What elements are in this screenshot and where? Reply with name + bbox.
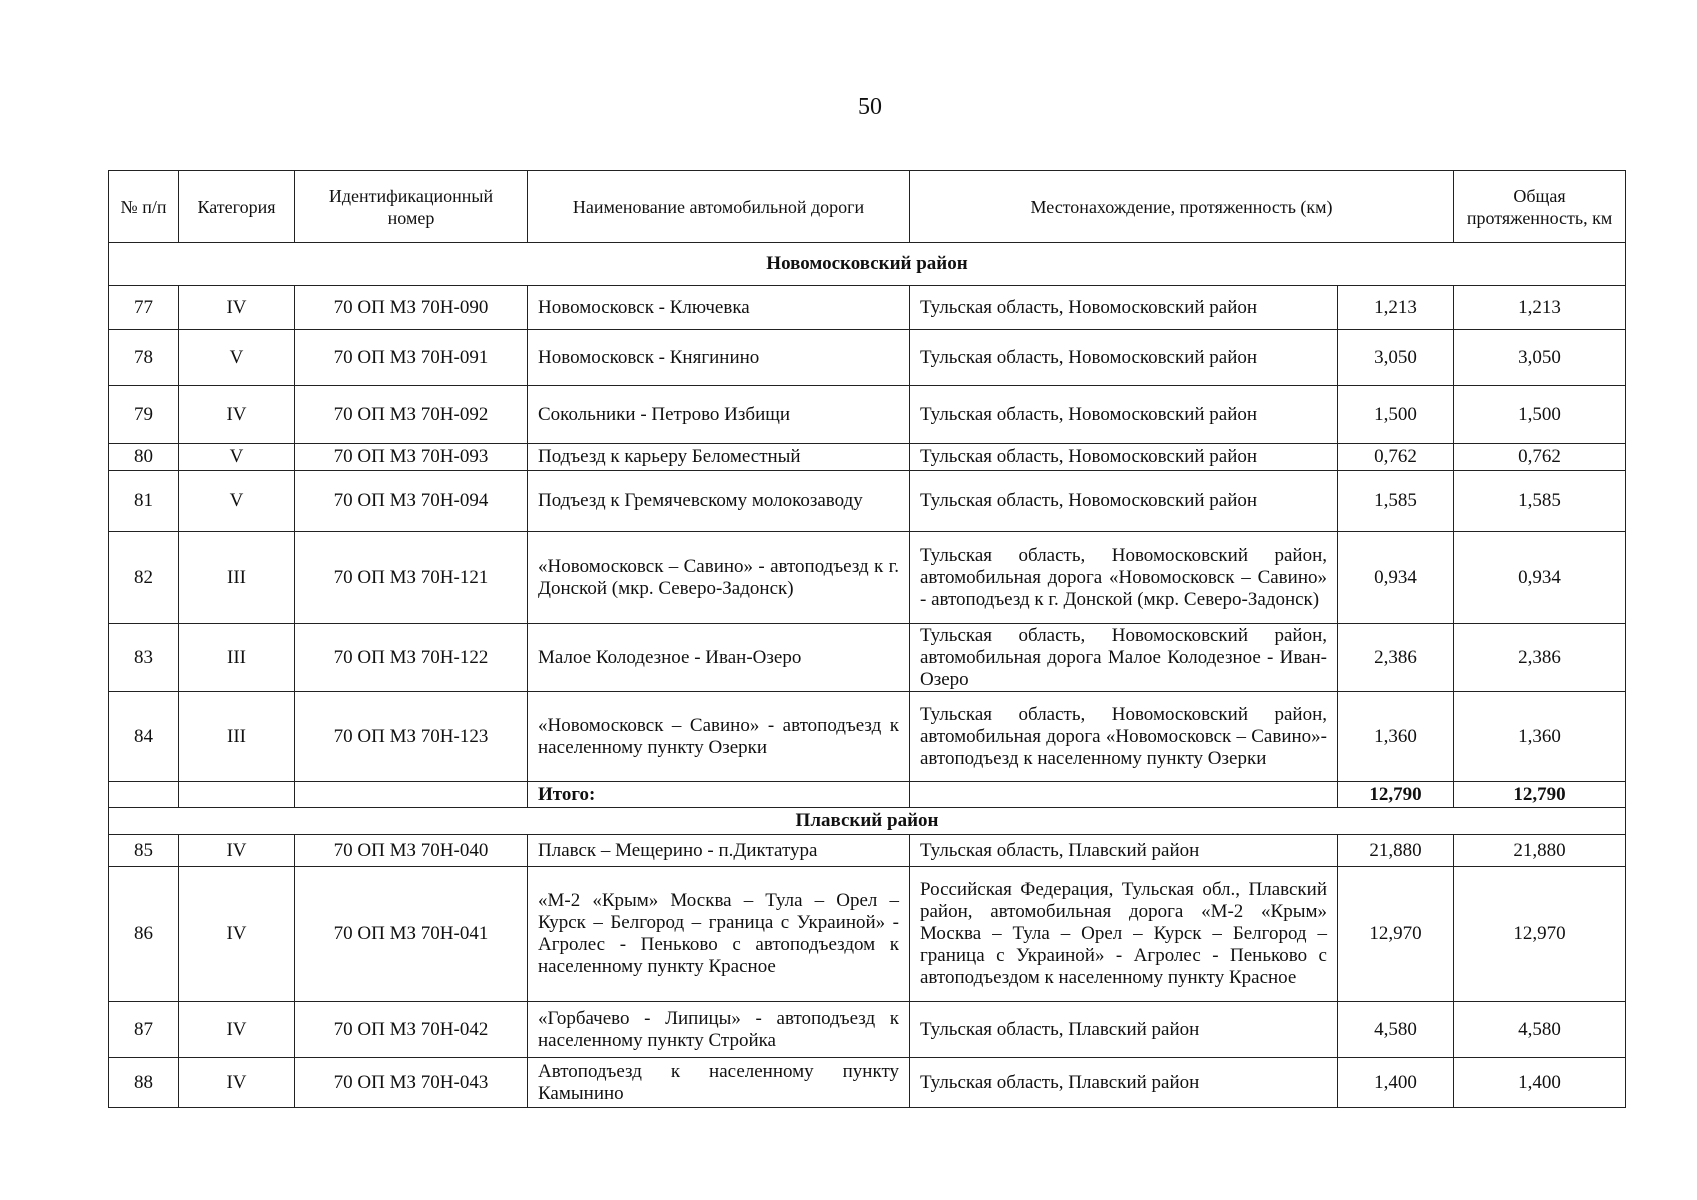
row-id: 70 ОП МЗ 70Н-123	[295, 692, 528, 782]
col-header-id: Идентификационный номер	[295, 171, 528, 243]
table-row	[109, 286, 1626, 330]
row-category: III	[179, 692, 295, 782]
total-row	[109, 782, 1626, 808]
row-location: Тульская область, Новомосковский район	[910, 444, 1338, 471]
row-id: 70 ОП МЗ 70Н-041	[295, 867, 528, 1002]
col-header-name: Наименование автомобильной дороги	[528, 171, 910, 243]
section-row	[109, 243, 1626, 286]
row-name: «Новомосковск – Савино» - автоподъезд к населенному пункту Озерки	[528, 692, 910, 782]
row-name: «Горбачево - Липицы» - автоподъезд к населенному пункту Стройка	[528, 1002, 910, 1058]
row-id: 70 ОП МЗ 70Н-094	[295, 471, 528, 532]
total-empty	[109, 782, 179, 808]
row-category: IV	[179, 1002, 295, 1058]
row-total: 21,880	[1454, 835, 1626, 867]
row-name: Малое Колодезное - Иван-Озеро	[528, 624, 910, 692]
row-name: Подъезд к Гремячевскому молокозаводу	[528, 471, 910, 532]
row-total: 2,386	[1454, 624, 1626, 692]
col-header-total: Общая протяженность, км	[1454, 171, 1626, 243]
row-name: Сокольники - Петрово Избищи	[528, 386, 910, 444]
row-length: 21,880	[1338, 835, 1454, 867]
row-category: IV	[179, 286, 295, 330]
row-id: 70 ОП МЗ 70Н-093	[295, 444, 528, 471]
row-length: 3,050	[1338, 330, 1454, 386]
row-id: 70 ОП МЗ 70Н-121	[295, 532, 528, 624]
table-row	[109, 532, 1626, 624]
row-category: III	[179, 532, 295, 624]
row-length: 0,934	[1338, 532, 1454, 624]
col-header-location: Местонахождение, протяженность (км)	[910, 171, 1454, 243]
row-id: 70 ОП МЗ 70Н-091	[295, 330, 528, 386]
row-id: 70 ОП МЗ 70Н-042	[295, 1002, 528, 1058]
row-length: 4,580	[1338, 1002, 1454, 1058]
row-num: 83	[109, 624, 179, 692]
row-length: 1,213	[1338, 286, 1454, 330]
row-total: 12,970	[1454, 867, 1626, 1002]
row-num: 84	[109, 692, 179, 782]
row-location: Тульская область, Новомосковский район, автомобильная дорога Малое Колодезное - Иван-Озеро	[910, 624, 1338, 692]
row-length: 2,386	[1338, 624, 1454, 692]
row-num: 79	[109, 386, 179, 444]
table-row	[109, 386, 1626, 444]
row-name: Плавск – Мещерино - п.Диктатура	[528, 835, 910, 867]
row-location: Тульская область, Плавский район	[910, 1058, 1338, 1108]
row-category: V	[179, 444, 295, 471]
row-length: 1,400	[1338, 1058, 1454, 1108]
row-location: Тульская область, Новомосковский район	[910, 286, 1338, 330]
row-location: Тульская область, Плавский район	[910, 1002, 1338, 1058]
row-num: 81	[109, 471, 179, 532]
section-row	[109, 808, 1626, 835]
row-category: V	[179, 471, 295, 532]
row-location: Тульская область, Новомосковский район	[910, 330, 1338, 386]
row-category: V	[179, 330, 295, 386]
table-row	[109, 867, 1626, 1002]
row-total: 1,360	[1454, 692, 1626, 782]
total-total: 12,790	[1454, 782, 1626, 808]
row-total: 1,585	[1454, 471, 1626, 532]
row-category: III	[179, 624, 295, 692]
row-total: 1,213	[1454, 286, 1626, 330]
row-num: 77	[109, 286, 179, 330]
row-category: IV	[179, 1058, 295, 1108]
total-empty	[295, 782, 528, 808]
row-length: 12,970	[1338, 867, 1454, 1002]
total-length: 12,790	[1338, 782, 1454, 808]
row-name: Подъезд к карьеру Беломестный	[528, 444, 910, 471]
row-location: Российская Федерация, Тульская обл., Плавский район, автомобильная дорога «М-2 «Крым» Москва – Тула – Орел – Курск – Белгород – граница с Украиной» - Агролес - Пеньково с автоподъездом к населенному пункту Красное	[910, 867, 1338, 1002]
row-name: «Новомосковск – Савино» - автоподъезд к г. Донской (мкр. Северо-Задонск)	[528, 532, 910, 624]
row-length: 1,585	[1338, 471, 1454, 532]
roads-table	[108, 170, 1626, 1108]
row-total: 3,050	[1454, 330, 1626, 386]
table-row	[109, 692, 1626, 782]
section-title: Плавский район	[109, 808, 1626, 835]
total-label: Итого:	[528, 782, 910, 808]
row-num: 87	[109, 1002, 179, 1058]
row-num: 85	[109, 835, 179, 867]
row-num: 80	[109, 444, 179, 471]
row-length: 0,762	[1338, 444, 1454, 471]
table-row	[109, 624, 1626, 692]
row-name: Новомосковск - Ключевка	[528, 286, 910, 330]
col-header-category: Категория	[179, 171, 295, 243]
row-id: 70 ОП МЗ 70Н-122	[295, 624, 528, 692]
row-num: 88	[109, 1058, 179, 1108]
row-location: Тульская область, Плавский район	[910, 835, 1338, 867]
row-length: 1,500	[1338, 386, 1454, 444]
row-id: 70 ОП МЗ 70Н-090	[295, 286, 528, 330]
row-num: 82	[109, 532, 179, 624]
row-location: Тульская область, Новомосковский район	[910, 386, 1338, 444]
table-row	[109, 835, 1626, 867]
table-row	[109, 1002, 1626, 1058]
row-name: Новомосковск - Княгинино	[528, 330, 910, 386]
table-row	[109, 1058, 1626, 1108]
row-category: IV	[179, 835, 295, 867]
row-category: IV	[179, 867, 295, 1002]
row-location: Тульская область, Новомосковский район, автомобильная дорога «Новомосковск – Савино» - автоподъезд к г. Донской (мкр. Северо-Задонск)	[910, 532, 1338, 624]
total-empty	[910, 782, 1338, 808]
section-title: Новомосковский район	[109, 243, 1626, 286]
row-location: Тульская область, Новомосковский район, автомобильная дорога «Новомосковск – Савино»- автоподъезд к населенному пункту Озерки	[910, 692, 1338, 782]
table-row	[109, 444, 1626, 471]
row-name: «М-2 «Крым» Москва – Тула – Орел – Курск – Белгород – граница с Украиной» - Агролес - Пеньково с автоподъездом к населенному пункту Красное	[528, 867, 910, 1002]
row-total: 1,500	[1454, 386, 1626, 444]
table-row	[109, 330, 1626, 386]
row-id: 70 ОП МЗ 70Н-043	[295, 1058, 528, 1108]
row-total: 0,934	[1454, 532, 1626, 624]
row-name: Автоподъезд к населенному пункту Камынино	[528, 1058, 910, 1108]
total-empty	[179, 782, 295, 808]
row-length: 1,360	[1338, 692, 1454, 782]
row-location: Тульская область, Новомосковский район	[910, 471, 1338, 532]
header-row	[109, 171, 1626, 243]
row-total: 1,400	[1454, 1058, 1626, 1108]
row-total: 0,762	[1454, 444, 1626, 471]
row-category: IV	[179, 386, 295, 444]
row-id: 70 ОП МЗ 70Н-040	[295, 835, 528, 867]
table-row	[109, 471, 1626, 532]
row-id: 70 ОП МЗ 70Н-092	[295, 386, 528, 444]
row-total: 4,580	[1454, 1002, 1626, 1058]
row-num: 86	[109, 867, 179, 1002]
col-header-num: № п/п	[109, 171, 179, 243]
page-number: 50	[858, 94, 882, 120]
row-num: 78	[109, 330, 179, 386]
